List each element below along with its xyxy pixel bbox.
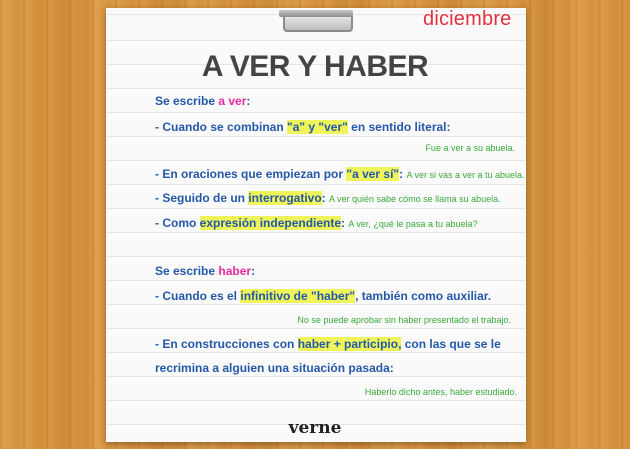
example-expresion: A ver, ¿qué le pasa a tu abuela? [348, 219, 478, 229]
example-interrogativo: A ver quién sabe cómo se llama su abuela. [329, 194, 501, 204]
rule-interrogativo: - Seguido de un interrogativo: A ver quién sabe cómo se llama su abuela. [155, 191, 501, 205]
example-a-ver-si: A ver si vas a ver a tu abuela. [406, 170, 525, 180]
rule-participio-continued: recrimina a alguien una situación pasada: [155, 361, 394, 375]
rule-participio: - En construcciones con haber + participio, con las que se le [155, 337, 501, 351]
month-label: diciembre [423, 8, 512, 30]
page-title: A VER Y HABER [201, 50, 429, 83]
example-participio: Haberlo dicho antes, haber estudiado. [364, 387, 517, 397]
example-infinitivo: No se puede aprobar sin haber presentado el trabajo. [297, 315, 511, 325]
verne-logo: verne [288, 418, 342, 438]
example-literal: Fue a ver a su abuela. [425, 143, 515, 153]
rule-literal: - Cuando se combinan "a" y "ver" en sentido literal: [155, 120, 451, 134]
section-heading-haber: Se escribe haber: [155, 264, 256, 278]
section-heading-a-ver: Se escribe a ver: [155, 94, 251, 108]
rule-expresion: - Como expresión independiente: A ver, ¿qué le pasa a tu abuela? [155, 216, 478, 230]
rule-infinitivo: - Cuando es el infinitivo de "haber", también como auxiliar. [155, 289, 492, 303]
rule-a-ver-si: - En oraciones que empiezan por "a ver sí": A ver si vas a ver a tu abuela. [155, 167, 525, 181]
clipboard-clip-icon [283, 16, 353, 32]
